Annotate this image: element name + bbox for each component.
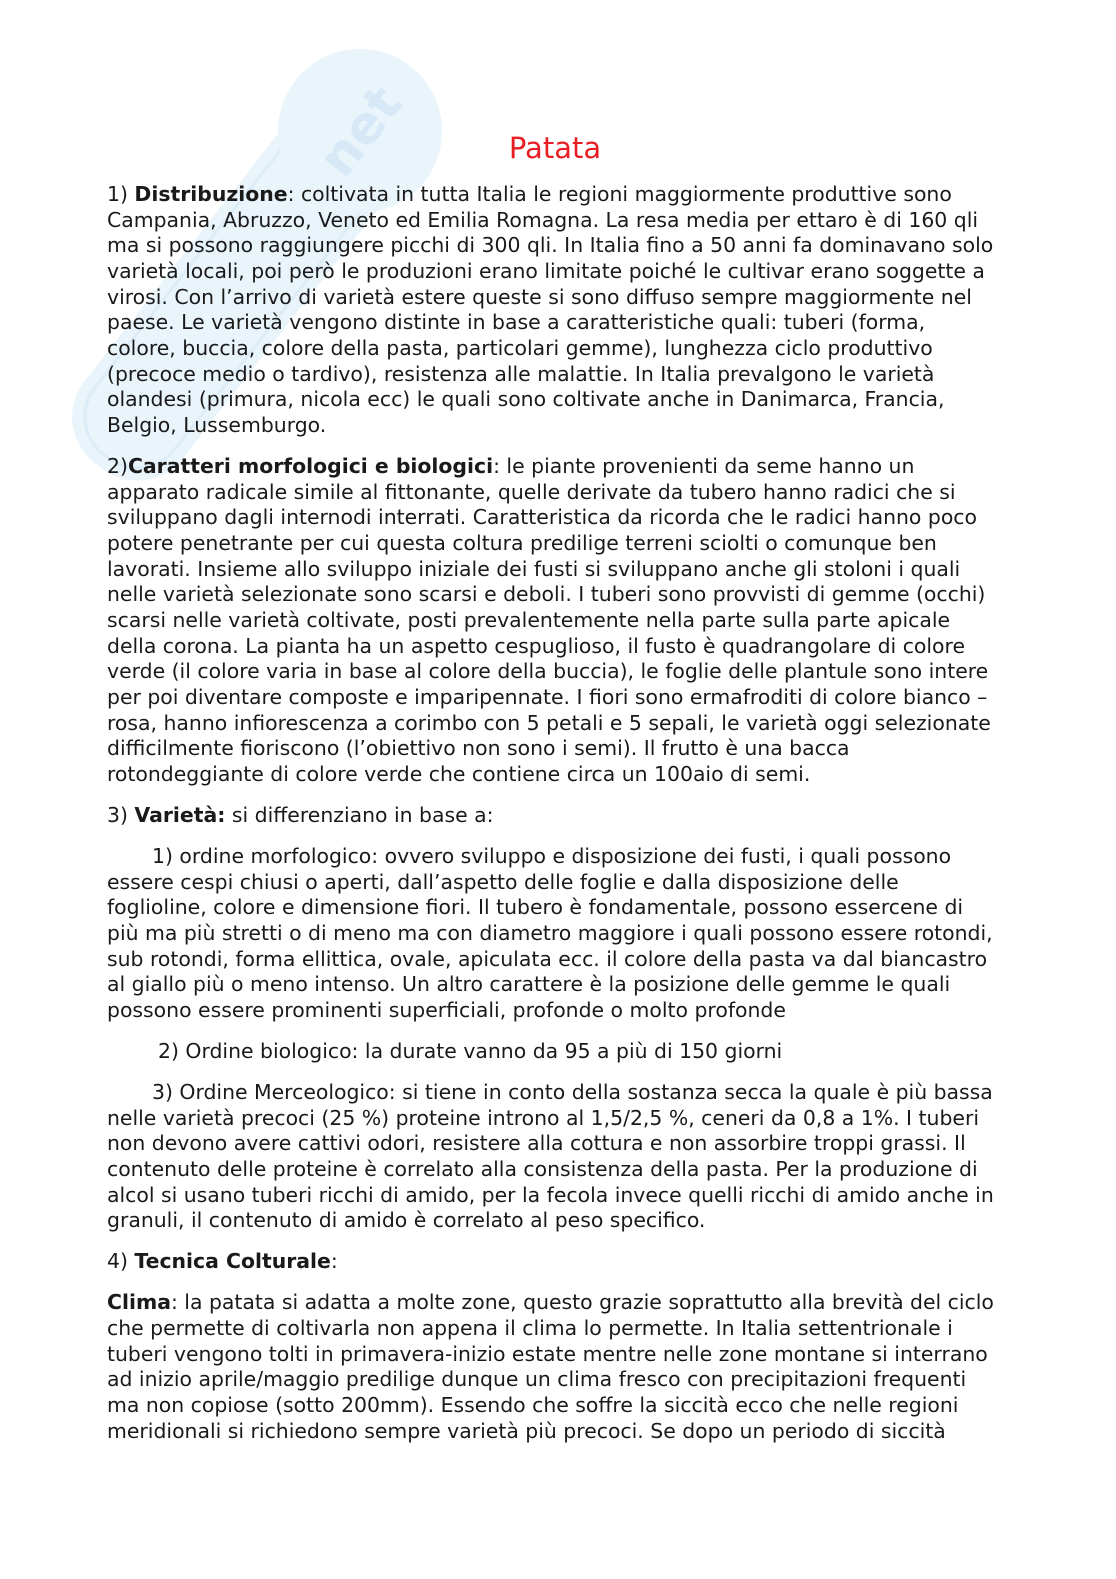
paragraph-line: contenuto delle proteine è correlato alla consistenza della pasta. Per la produzione di: [107, 1156, 978, 1181]
section-heading: Varietà:: [134, 802, 226, 827]
paragraph-line: alcol si usano tuberi ricchi di amido, per la fecola invece quelli ricchi di amido anche in: [107, 1182, 994, 1207]
paragraph-line: (precoce medio o tardivo), resistenza alle malattie. In Italia prevalgono le varietà: [107, 361, 935, 386]
watermark-text: net: [307, 74, 415, 189]
paragraph-line: foglioline, colore e dimensione fiori. Il tubero è fondamentale, possono essercene di: [107, 895, 964, 920]
section-number: 4): [107, 1249, 135, 1274]
paragraph-line: [107, 803, 1007, 829]
paragraph-line: essere cespi chiusi o aperti, dall’aspetto delle foglie e dalla disposizione delle: [107, 869, 899, 894]
paragraph-line: potere penetrante per cui questa coltura predilige terreni sciolti o comunque ben: [107, 530, 937, 555]
paragraph-line: varietà locali, poi però le produzioni erano limitate poiché le cultivar erano soggette a: [107, 258, 985, 283]
paragraph-line: per poi diventare composte e imparipennate. I fiori sono ermafroditi di colore bianco –: [107, 684, 988, 709]
section-clima: [107, 1290, 1007, 1444]
section-tecnica-colturale: [107, 1249, 1007, 1275]
paragraph-line: [107, 1249, 1007, 1275]
paragraph-line: [107, 1290, 1007, 1316]
paragraph-line: granuli, il contenuto di amido è correlato al peso specifico.: [107, 1208, 706, 1233]
section-distribuzione: [107, 182, 1007, 439]
paragraph-line: paese. Le varietà vengono distinte in base a caratteristiche quali: tuberi (forma,: [107, 310, 926, 335]
paragraph-line: virosi. Con l’arrivo di varietà estere queste si sono diffuso sempre maggiormente nel: [107, 284, 972, 309]
paragraph-line: Belgio, Lussemburgo.: [107, 412, 327, 437]
paragraph-line: ad inizio aprile/maggio predilige dunque un clima fresco con precipitazioni frequenti: [107, 1367, 967, 1392]
paragraph-line: non devono avere cattivi odori, resistere alla cottura e non assorbire troppi grassi. Il: [107, 1131, 966, 1156]
paragraph-line: 3) Ordine Merceologico: si tiene in conto della sostanza secca la quale è più bassa: [152, 1079, 993, 1104]
section-caratteri-morfologici: [107, 454, 1007, 788]
paragraph-text: : le piante provenienti da seme hanno un: [493, 453, 915, 478]
paragraph-line: [107, 182, 1007, 208]
paragraph-line: nelle varietà selezionate sono scarsi e deboli. I tuberi sono provvisti di gemme (occhi): [107, 582, 986, 607]
paragraph-line: apparato radicale simile al fittonante, quelle derivate da tubero hanno radici che si: [107, 479, 956, 504]
paragraph-line: che permette di coltivarla non appena il clima lo permette. In Italia settentrionale i: [107, 1315, 953, 1340]
varieta-intro: [107, 803, 1007, 829]
varieta-item-morfologico: [107, 844, 1007, 1024]
paragraph-line: colore, buccia, colore della pasta, particolari gemme), lunghezza ciclo produttivo: [107, 335, 933, 360]
paragraph-line: olandesi (primura, nicola ecc) le quali sono coltivate anche in Danimarca, Francia,: [107, 387, 945, 412]
paragraph-text: :: [330, 1249, 338, 1274]
paragraph-line: rosa, hanno infiorescenza a corimbo con 5 petali e 5 sepali, le varietà oggi selezionate: [107, 710, 991, 735]
paragraph-line: tuberi vengono tolti in primavera-inizio estate mentre nelle zone montane si interrano: [107, 1341, 988, 1366]
paragraph-line: possono essere prominenti superficiali, profonde o molto profonde: [107, 997, 786, 1022]
page-title: Patata: [508, 131, 602, 165]
paragraph-line: sub rotondi, forma ellittica, ovale, apiculata ecc. il colore della pasta va dal biancastro: [107, 946, 988, 971]
paragraph-line: ma non copiose (sotto 200mm). Essendo che soffre la siccità ecco che nelle regioni: [107, 1392, 959, 1417]
paragraph-line: [107, 454, 1007, 480]
varieta-item-merceologico: [107, 1080, 1007, 1234]
paragraph-line: sviluppano dagli internodi interrati. Caratteristica da ricorda che le radici hanno poco: [107, 505, 977, 530]
paragraph-line: verde (il colore varia in base al colore della buccia), le foglie delle plantule sono intere: [107, 659, 989, 684]
paragraph-line: lavorati. Insieme allo sviluppo iniziale dei fusti si sviluppano anche gli stoloni i quali: [107, 556, 961, 581]
varieta-item-biologico: [107, 1039, 1007, 1065]
paragraph-line: meridionali si richiedono sempre varietà più precoci. Se dopo un periodo di siccità: [107, 1418, 946, 1443]
paragraph-line: più ma più stretti o di meno ma con diametro maggiore i quali possono essere rotondi,: [107, 920, 993, 945]
paragraph-line: difficilmente fioriscono (l’obiettivo non sono i semi). Il frutto è una bacca: [107, 736, 850, 761]
paragraph-line: rotondeggiante di colore verde che contiene circa un 100aio di semi.: [107, 761, 811, 786]
section-heading: Tecnica Colturale: [134, 1249, 331, 1274]
section-varieta: [107, 803, 1007, 1234]
section-number: 2): [107, 453, 128, 478]
section-heading: Caratteri morfologici e biologici: [127, 453, 494, 478]
paragraph-line: ma si possono raggiungere picchi di 300 qli. In Italia fino a 50 anni fa dominavano solo: [107, 233, 994, 258]
paragraph-text: : coltivata in tutta Italia le regioni maggiormente produttive sono: [287, 182, 952, 206]
section-heading: Distribuzione: [134, 182, 288, 206]
section-number: 1): [107, 182, 135, 206]
section-number: 3): [107, 802, 135, 827]
paragraph-text: si differenziano in base a:: [225, 802, 494, 827]
paragraph-line: Campania, Abruzzo, Veneto ed Emilia Romagna. La resa media per ettaro è di 160 qli: [107, 207, 979, 232]
paragraph-line: della corona. La pianta ha un aspetto cespuglioso, il fusto è quadrangolare di colore: [107, 633, 966, 658]
document-body: [107, 182, 1007, 1460]
paragraph-line: 1) ordine morfologico: ovvero sviluppo e disposizione dei fusti, i quali possono: [152, 843, 952, 868]
paragraph-line: al giallo più o meno intenso. Un altro carattere è la posizione delle gemme le quali: [107, 972, 951, 997]
paragraph-line: scarsi nelle varietà coltivate, posti prevalentemente nella parte sulla parte apicale: [107, 607, 951, 632]
paragraph-line: 2) Ordine biologico: la durate vanno da 95 a più di 150 giorni: [158, 1038, 783, 1063]
paragraph-line: nelle varietà precoci (25 %) proteine introno al 1,5/2,5 %, ceneri da 0,8 a 1%. I tuberi: [107, 1105, 980, 1130]
paragraph-text: : la patata si adatta a molte zone, questo grazie soprattutto alla brevità del ciclo: [170, 1290, 994, 1315]
section-heading: Clima: [107, 1290, 171, 1315]
